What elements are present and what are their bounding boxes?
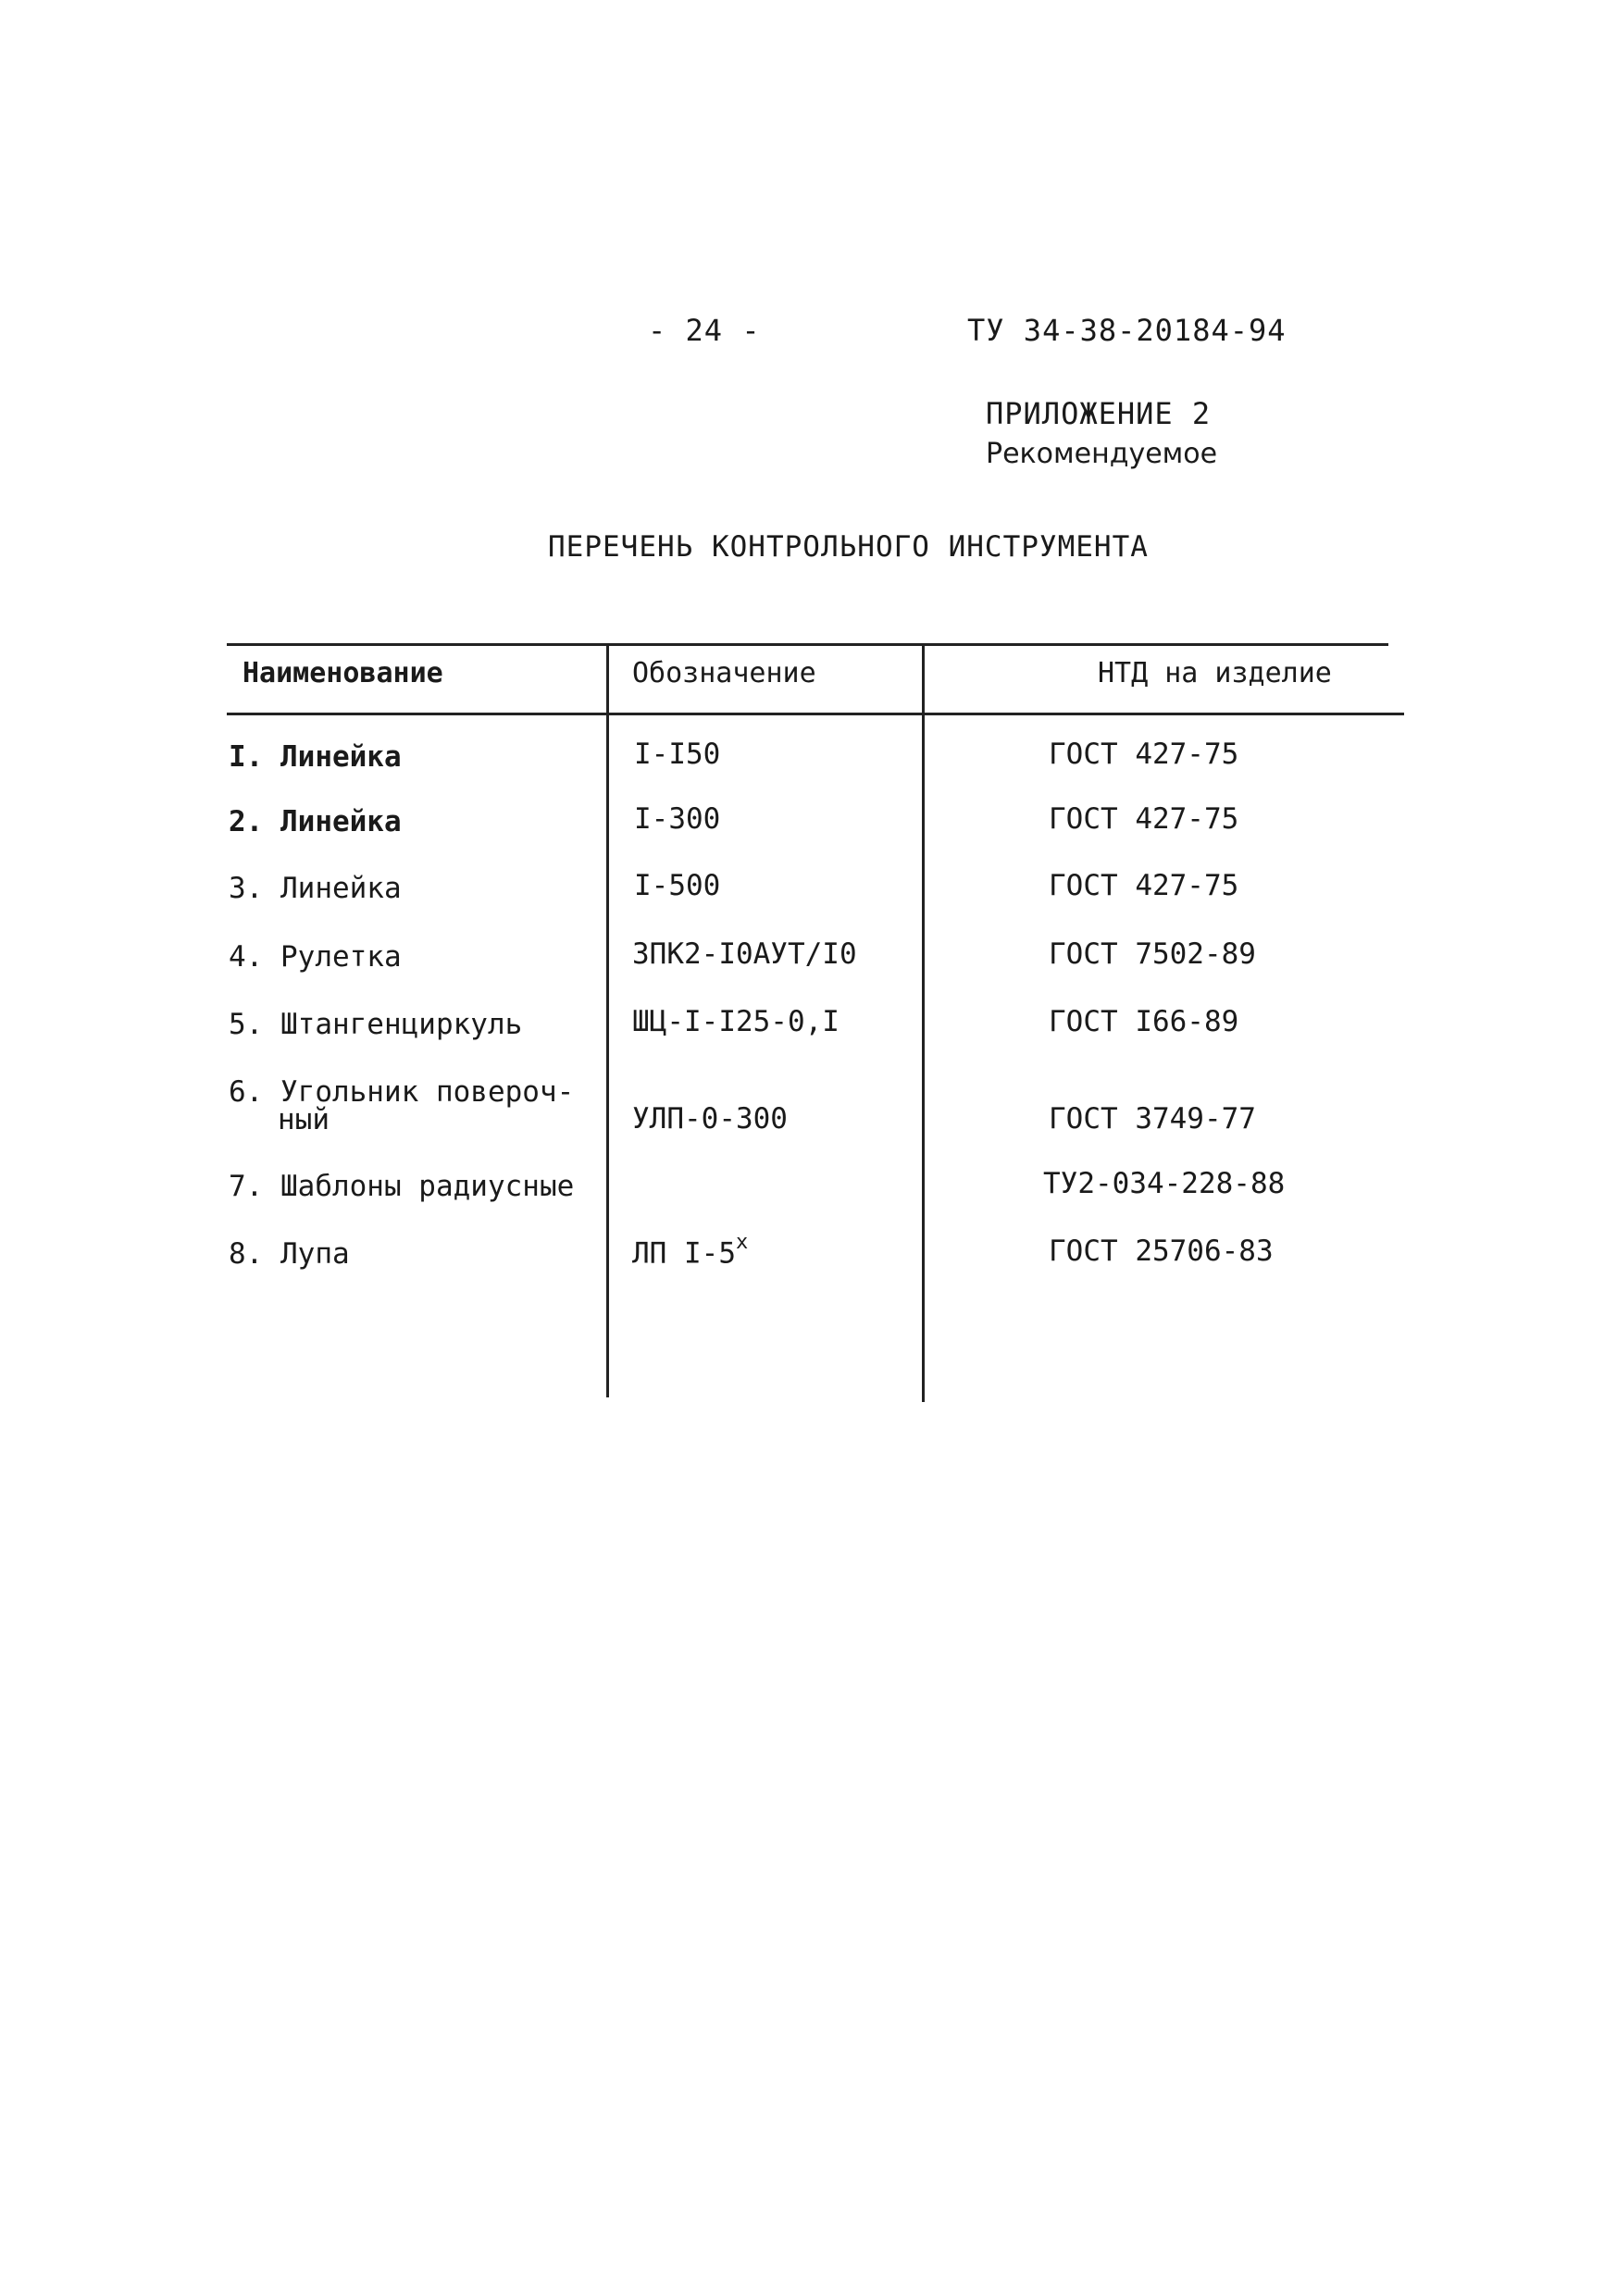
row-name: 5. Штангенциркуль	[229, 1008, 523, 1041]
row-name: 3. Линейка	[229, 872, 402, 905]
table-header-rule	[227, 713, 1404, 715]
column-divider-2	[922, 643, 925, 1402]
row-name-line1: 6. Угольник повероч-	[229, 1075, 575, 1109]
column-header-designation: Обозначение	[632, 657, 816, 689]
row-ntd: ГОСТ 427-75	[1049, 802, 1239, 836]
row-ntd: ГОСТ 25706-83	[1049, 1235, 1274, 1268]
document-title: ПЕРЕЧЕНЬ КОНТРОЛЬНОГО ИНСТРУМЕНТА	[548, 530, 1149, 564]
row-ntd: ГОСТ I66-89	[1049, 1005, 1239, 1038]
row-ntd: ГОСТ 427-75	[1049, 738, 1239, 771]
row-name: I. Линейка	[229, 740, 402, 774]
row-ntd: ГОСТ 7502-89	[1049, 937, 1256, 971]
row-ntd: ГОСТ 427-75	[1049, 869, 1239, 902]
annex-label: ПРИЛОЖЕНИЕ 2	[986, 396, 1212, 431]
column-header-name: Наименование	[243, 657, 443, 689]
row-name: 2. Линейка	[229, 805, 402, 838]
designation-superscript: х	[735, 1231, 749, 1254]
row-ntd: ТУ2-034-228-88	[1043, 1167, 1286, 1200]
table-top-rule	[227, 643, 1388, 646]
row-designation: ЛП $I-5^х$	[632, 1231, 749, 1271]
column-divider-1	[606, 643, 609, 1397]
row-name: 7. Шаблоны радиусные	[229, 1170, 575, 1203]
row-ntd: ГОСТ 3749-77	[1049, 1102, 1256, 1136]
column-header-ntd: НТД на изделие	[1098, 657, 1332, 689]
row-designation: ЗПК2-I0АУТ/I0	[632, 937, 857, 971]
row-name: 4. Рулетка	[229, 940, 402, 974]
row-designation: ШЦ-I-I25-0,I	[632, 1005, 840, 1038]
row-name-line2: ный	[278, 1103, 330, 1136]
row-designation: I-500	[634, 869, 721, 902]
page-number: - 24 -	[648, 313, 761, 348]
row-designation: I-I50	[634, 738, 721, 771]
row-designation: I-300	[634, 802, 721, 836]
row-designation: УЛП-0-300	[632, 1102, 788, 1136]
row-name: 8. Лупа	[229, 1237, 350, 1271]
annex-status: Рекомендуемое	[986, 438, 1218, 470]
document-code: ТУ 34-38-20184-94	[967, 313, 1287, 348]
